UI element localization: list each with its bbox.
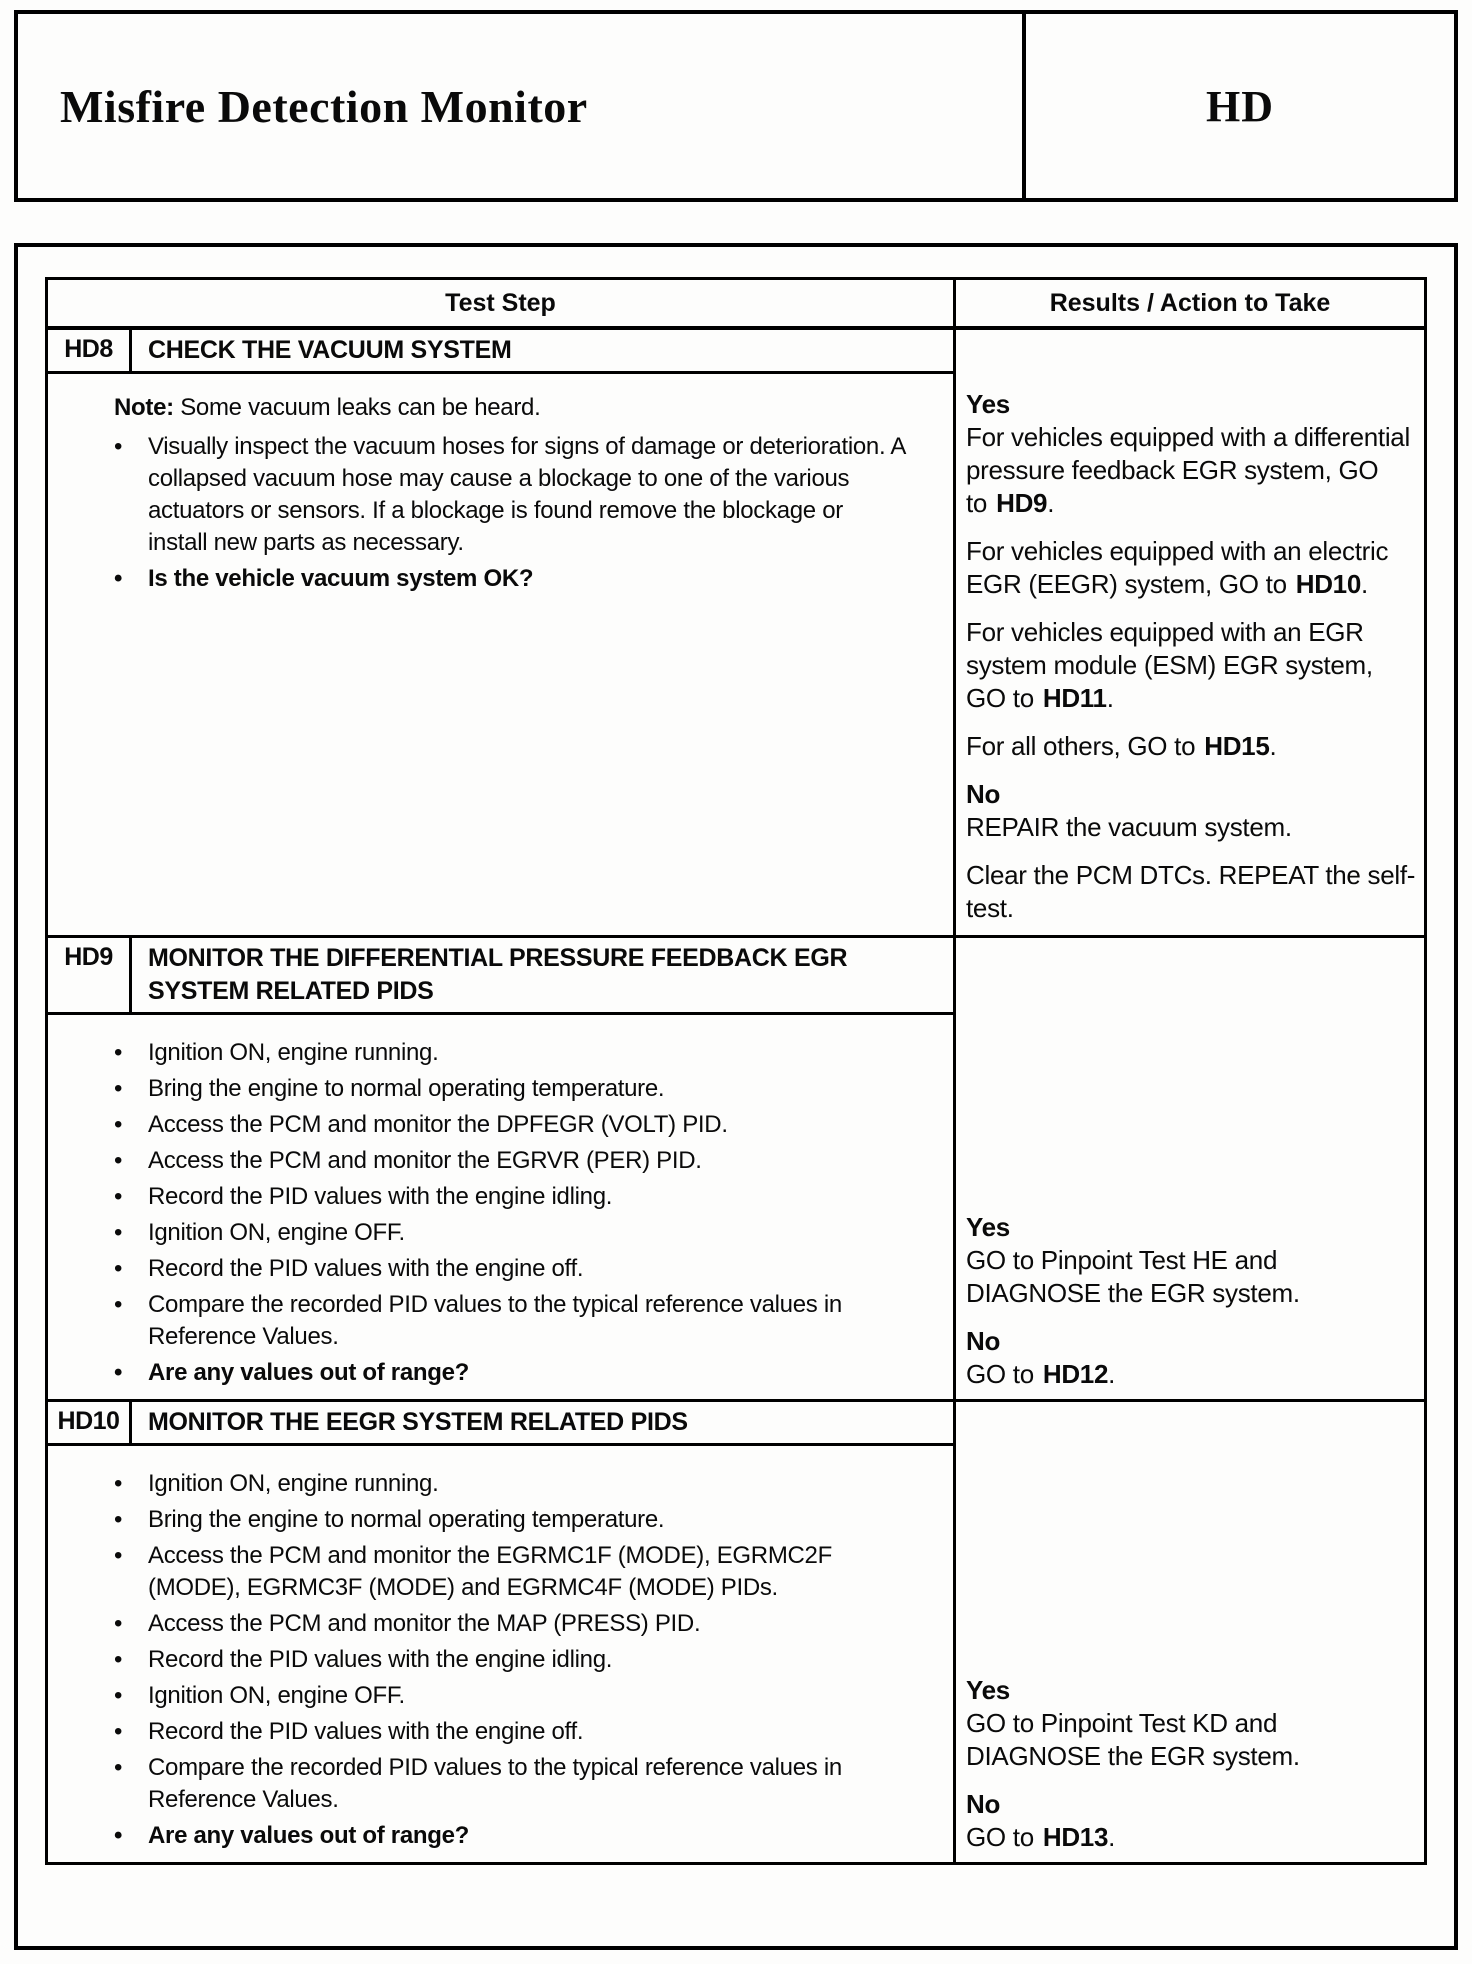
step-hd9-content [48,1015,953,1399]
step-hd8-test-cell [48,330,956,935]
bullet-text: • Access the PCM and monitor the EGRMC1F (MODE), EGRMC2F (MODE), EGRMC3F (MODE) and EGRMC4F (MODE) PIDs. [148,1542,832,1601]
bullet-item [114,1820,905,1852]
step-hd9-test-cell [48,938,956,1399]
result-suffix: . [1108,1822,1116,1852]
step-id: HD10 [48,1402,132,1443]
bullet-text: • Visually inspect the vacuum hoses for signs of damage or deterioration. A collapsed vacuum hose may cause a blockage to one of the various actuators or sensors. If a blockage is found remove the blockage or install new parts as necessary. [148,433,905,556]
result-label: No [966,1789,1001,1819]
column-header-results: Results / Action to Take [1049,289,1331,317]
bullet-item [114,563,905,595]
bullet-text: • Access the PCM and monitor the MAP (PRESS) PID. [148,1610,701,1637]
bullet-item [114,1716,905,1748]
bullet-item [114,1468,905,1500]
bullet-item [114,1073,905,1105]
result-label: No [966,779,1001,809]
goto-code: HD11 [1042,683,1107,713]
goto-code: HD13 [1042,1822,1109,1852]
result-paragraph [966,778,1418,844]
result-label: Yes [966,1675,1010,1705]
result-suffix: . [1106,683,1114,713]
goto-code: HD12 [1042,1359,1109,1389]
table-header-row [48,280,1424,330]
result-text: For vehicles equipped with an EGR system module (ESM) EGR system, GO to [966,617,1373,713]
bullet-text: • Ignition ON, engine OFF. [148,1219,405,1246]
note-label: Note: [114,394,174,421]
bullet-item [114,1145,905,1177]
header-box [14,10,1458,202]
result-paragraph [966,1325,1418,1391]
bullet-item [114,1181,905,1213]
bullet-item [114,1752,905,1816]
bullet-text: • Record the PID values with the engine off. [148,1255,584,1282]
result-paragraph [966,616,1418,715]
bullet-text: • Record the PID values with the engine idling. [148,1183,613,1210]
result-paragraph [966,388,1418,520]
bullet-item [114,1289,905,1353]
result-suffix: . [1361,569,1368,599]
step-row-hd10 [48,1399,1424,1862]
result-text: For vehicles equipped with an electric EGR (EEGR) system, GO to [966,536,1389,599]
bullet-item [114,1644,905,1676]
bullet-text: • Ignition ON, engine running. [148,1470,439,1497]
bullet-text: • Are any values out of range? [148,1359,470,1386]
bullet-text: • Access the PCM and monitor the DPFEGR (VOLT) PID. [148,1111,728,1138]
result-text: Clear the PCM DTCs. REPEAT the self-test. [966,860,1416,923]
bullet-item [114,1608,905,1640]
result-text: GO to Pinpoint Test HE and DIAGNOSE the EGR system. [966,1245,1300,1308]
result-label: Yes [966,389,1010,419]
bullet-item [114,1680,905,1712]
bullet-item [114,431,905,559]
step-hd10-content [48,1446,953,1862]
step-hd8-title-row [48,330,953,374]
step-id: HD8 [48,330,132,371]
result-paragraph [966,859,1418,925]
step-hd8-results-cell [956,330,1424,935]
header-title-cell [18,14,1026,198]
goto-code: HD10 [1295,569,1362,599]
step-hd10-results-cell [956,1402,1424,1862]
bullet-item [114,1504,905,1536]
result-suffix: . [1108,1359,1116,1389]
bullet-text: • Access the PCM and monitor the EGRVR (PER) PID. [148,1147,702,1174]
bullet-item [114,1109,905,1141]
step-title: MONITOR THE EEGR SYSTEM RELATED PIDS [148,1408,688,1436]
bullet-item [114,1540,905,1604]
step-hd9-results-cell [956,938,1424,1399]
note [114,392,905,424]
test-table [45,277,1427,1865]
result-text: For all others, GO to [966,731,1196,761]
bullet-text: • Record the PID values with the engine off. [148,1718,584,1745]
bullet-text: • Are any values out of range? [148,1822,470,1849]
note-text: Some vacuum leaks can be heard. [180,394,541,421]
result-text: GO to [966,1359,1034,1389]
result-text: REPAIR the vacuum system. [966,812,1292,842]
result-label: Yes [966,1212,1010,1242]
result-paragraph [966,1674,1418,1773]
result-paragraph [966,535,1418,601]
goto-code: HD15 [1204,731,1270,761]
bullet-item [114,1253,905,1285]
bullet-text: • Record the PID values with the engine idling. [148,1646,613,1673]
result-text: For vehicles equipped with a differential pressure feedback EGR system, GO to [966,422,1410,518]
step-id: HD9 [48,938,132,1012]
bullet-text: • Compare the recorded PID values to the typical reference values in Reference Values. [148,1754,842,1813]
result-label: No [966,1326,1001,1356]
result-paragraph [966,1788,1418,1854]
bullet-text: • Ignition ON, engine running. [148,1039,439,1066]
step-hd10-title-row [48,1402,953,1446]
bullet-text: • Bring the engine to normal operating temperature. [148,1506,665,1533]
bullet-text: • Is the vehicle vacuum system OK? [148,565,534,592]
step-hd9-title-row [48,938,953,1015]
result-suffix: . [1047,488,1055,518]
bullet-text: • Compare the recorded PID values to the typical reference values in Reference Values. [148,1291,842,1350]
step-title: CHECK THE VACUUM SYSTEM [148,336,512,364]
step-row-hd9 [48,935,1424,1399]
goto-code: HD9 [996,488,1048,518]
step-hd8-content [48,374,953,935]
procedure-container [14,243,1458,1950]
result-suffix: . [1269,731,1277,761]
bullet-item [114,1037,905,1069]
result-paragraph [966,1211,1418,1310]
step-row-hd8 [48,330,1424,935]
bullet-item [114,1217,905,1249]
step-hd10-test-cell [48,1402,956,1862]
bullet-text: • Ignition ON, engine OFF. [148,1682,405,1709]
step-title: MONITOR THE DIFFERENTIAL PRESSURE FEEDBACK EGR SYSTEM RELATED PIDS [148,944,848,1005]
bullet-text: • Bring the engine to normal operating temperature. [148,1075,665,1102]
bullet-item [114,1357,905,1389]
result-text: GO to [966,1822,1034,1852]
result-paragraph [966,730,1418,763]
section-code: HD [1206,81,1274,131]
result-text: GO to Pinpoint Test KD and DIAGNOSE the EGR system. [966,1708,1300,1771]
page-title: Misfire Detection Monitor [60,80,588,132]
column-header-test-step: Test Step [48,280,956,326]
